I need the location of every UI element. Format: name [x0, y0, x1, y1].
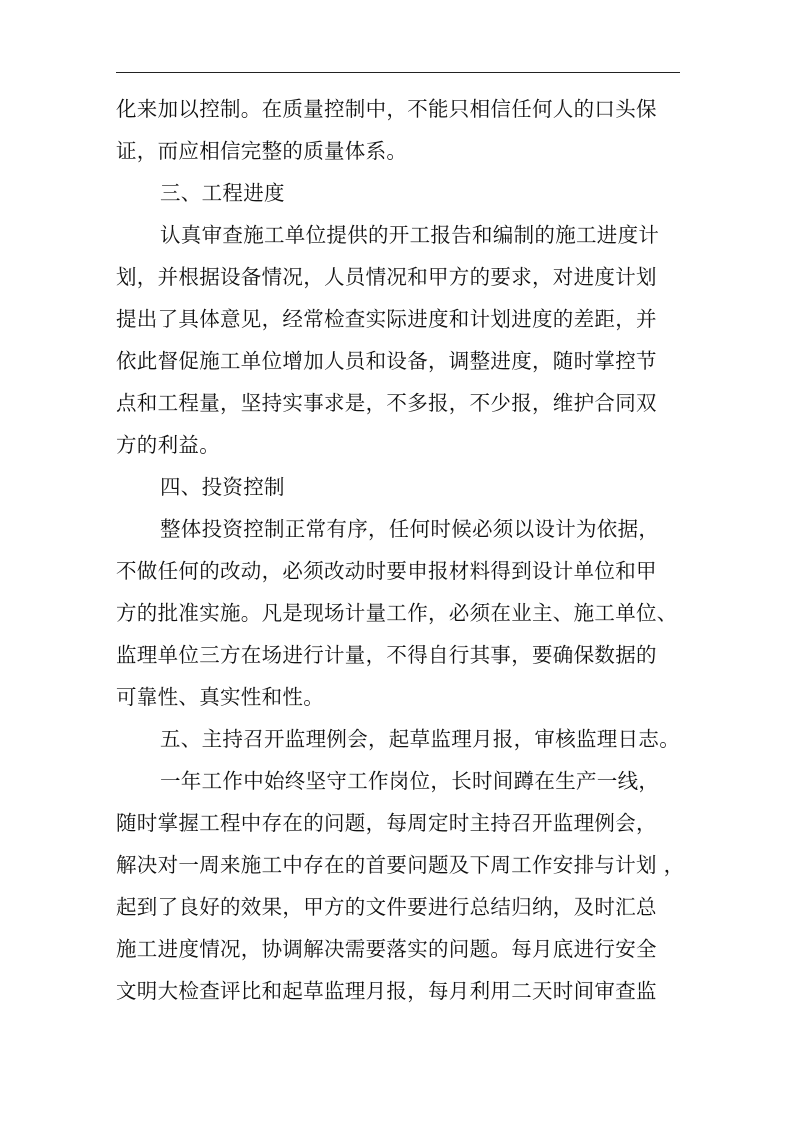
section-heading-progress: 三、工程进度	[160, 181, 285, 205]
text-line: 不做任何的改动，必须改动时要申报材料得到设计单位和甲	[116, 559, 657, 583]
text-line: 整体投资控制正常有序，任何时候必须以设计为依据，	[160, 517, 660, 541]
text-line: 依此督促施工单位增加人员和设备，调整进度，随时掌控节	[116, 349, 657, 373]
text-line: 点和工程量，坚持实事求是，不多报，不少报，维护合同双	[116, 391, 657, 415]
text-line: 随时掌握工程中存在的问题，每周定时主持召开监理例会，	[116, 811, 657, 835]
text-line: 方的利益。	[116, 433, 220, 457]
text-line: 提出了具体意见，经常检查实际进度和计划进度的差距，并	[116, 307, 657, 331]
text-line: 证，而应相信完整的质量体系。	[116, 139, 408, 163]
text-line: 一年工作中始终坚守工作岗位，长时间蹲在生产一线，	[160, 769, 660, 793]
text-line: 文明大检查评比和起草监理月报，每月利用二天时间审查监	[116, 979, 657, 1003]
text-line: 监理单位三方在场进行计量，不得自行其事，要确保数据的	[116, 643, 657, 667]
text-line: 认真审查施工单位提供的开工报告和编制的施工进度计	[160, 223, 660, 247]
text-line: 划，并根据设备情况，人员情况和甲方的要求，对进度计划	[116, 265, 657, 289]
text-line: 方的批准实施。凡是现场计量工作，必须在业主、施工单位、	[116, 601, 678, 625]
text-line: 解决对一周来施工中存在的首要问题及下周工作安排与计划 ，	[116, 853, 685, 877]
document-body	[116, 88, 686, 1012]
section-heading-investment: 四、投资控制	[160, 475, 285, 499]
section-heading-meetings: 五、主持召开监理例会，起草监理月报，审核监理日志。	[160, 727, 680, 751]
text-line: 起到了良好的效果，甲方的文件要进行总结归纳，及时汇总	[116, 895, 657, 919]
header-rule	[116, 72, 680, 73]
text-line: 施工进度情况，协调解决需要落实的问题。每月底进行安全	[116, 937, 657, 961]
text-line: 可靠性、真实性和性。	[116, 685, 324, 709]
text-line: 化来加以控制。在质量控制中，不能只相信任何人的口头保	[116, 97, 657, 121]
